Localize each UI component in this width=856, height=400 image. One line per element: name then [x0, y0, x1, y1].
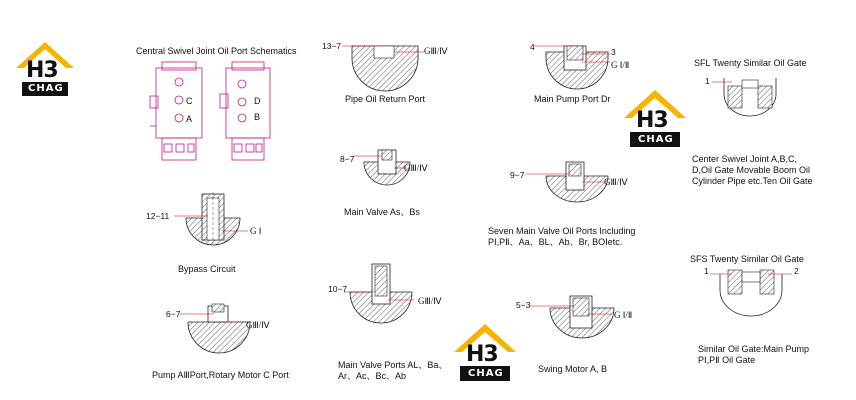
logo-word: CHAG	[638, 134, 674, 145]
seven-valve-part-number: 9−7	[510, 170, 525, 180]
main-valve-as-part-number: 8−7	[340, 154, 355, 164]
brand-logo	[622, 86, 688, 148]
main-valve-as-gate-label: GⅢ/Ⅳ	[404, 163, 428, 173]
swivel-port-a: A	[186, 114, 193, 124]
bypass-caption: Bypass Circuit	[178, 264, 236, 274]
sfs-title: SFS Twenty Similar Oil Gate	[690, 254, 804, 264]
main-valve-al-part-number: 10−7	[328, 284, 348, 294]
sfs-gate-section	[716, 266, 786, 314]
swing-motor-caption: Swing Motor A, B	[538, 364, 608, 374]
center-swivel-note: Center Swivel Joint A,B,C, D,Oil Gate Movable Boom Oil Cylinder Pipe etc.Ten Oil Gate	[692, 154, 813, 186]
bypass-port-section	[178, 192, 288, 254]
sfl-gate-section	[720, 76, 780, 116]
brand-logo	[452, 320, 518, 382]
main-pump-caption: Main Pump Port Dr	[534, 94, 611, 104]
sfs-part-number-right: 2	[794, 266, 799, 276]
main-valve-al-gate-label: GⅢ/Ⅳ	[418, 296, 442, 306]
main-valve-al-caption: Main Valve Ports AL、Ba、Ar、Ac、Bc、Ab	[338, 360, 448, 381]
main-pump-part-number-left: 4	[530, 42, 535, 52]
bypass-part-number: 12−11	[146, 211, 170, 221]
pipe-return-caption: Pipe Oil Return Port	[345, 94, 426, 104]
swivel-joint-schematic	[150, 62, 280, 170]
pipe-return-gate-label: GⅢ/Ⅳ	[424, 46, 448, 56]
swing-motor-part-number: 5−3	[516, 300, 531, 310]
sfl-title: SFL Twenty Similar Oil Gate	[694, 58, 807, 68]
brand-logo	[14, 38, 76, 98]
main-pump-gate-label: G Ⅰ/Ⅱ	[611, 60, 630, 70]
pump-aiii-gate-label: GⅢ/Ⅳ	[246, 320, 270, 330]
swivel-port-d: D	[254, 96, 261, 106]
swing-motor-port-section	[546, 294, 618, 348]
sfs-part-number-left: 1	[704, 266, 709, 276]
swing-motor-gate-label: G Ⅰ/Ⅱ	[614, 310, 633, 320]
seven-valve-caption: Seven Main Valve Oil Ports Including PⅠ,PⅡ、Aa、BL、Ab、Br, BOⅠetc.	[488, 226, 636, 247]
main-pump-part-number-right: 3	[611, 47, 616, 57]
seven-valve-gate-label: GⅢ/Ⅳ	[604, 177, 628, 187]
swivel-port-c: C	[186, 96, 193, 106]
logo-mark: H3	[26, 58, 58, 83]
logo-word: CHAG	[28, 83, 64, 94]
similar-gate-note: Similar Oil Gate:Main Pump PⅠ,PⅡ Oil Gate	[698, 344, 810, 365]
main-valve-as-caption: Main Valve As、Bs	[344, 207, 420, 217]
pump-aiii-part-number: 6−7	[166, 309, 181, 319]
sfl-part-number: 1	[705, 76, 710, 86]
pipe-return-part-number: 13−7	[322, 41, 342, 51]
pump-aiii-caption: Pump AⅢPort,Rotary Motor C Port	[152, 370, 289, 380]
logo-word: CHAG	[468, 368, 504, 379]
swivel-port-b: B	[254, 112, 261, 122]
logo-mark: H3	[466, 342, 498, 367]
bypass-gate-label: G Ⅰ	[250, 226, 262, 236]
main-valve-al-port-section	[348, 262, 418, 326]
logo-mark: H3	[636, 108, 668, 133]
main-pump-port-section	[542, 42, 612, 90]
swivel-title: Central Swivel Joint Oil Port Schematics	[136, 46, 297, 56]
